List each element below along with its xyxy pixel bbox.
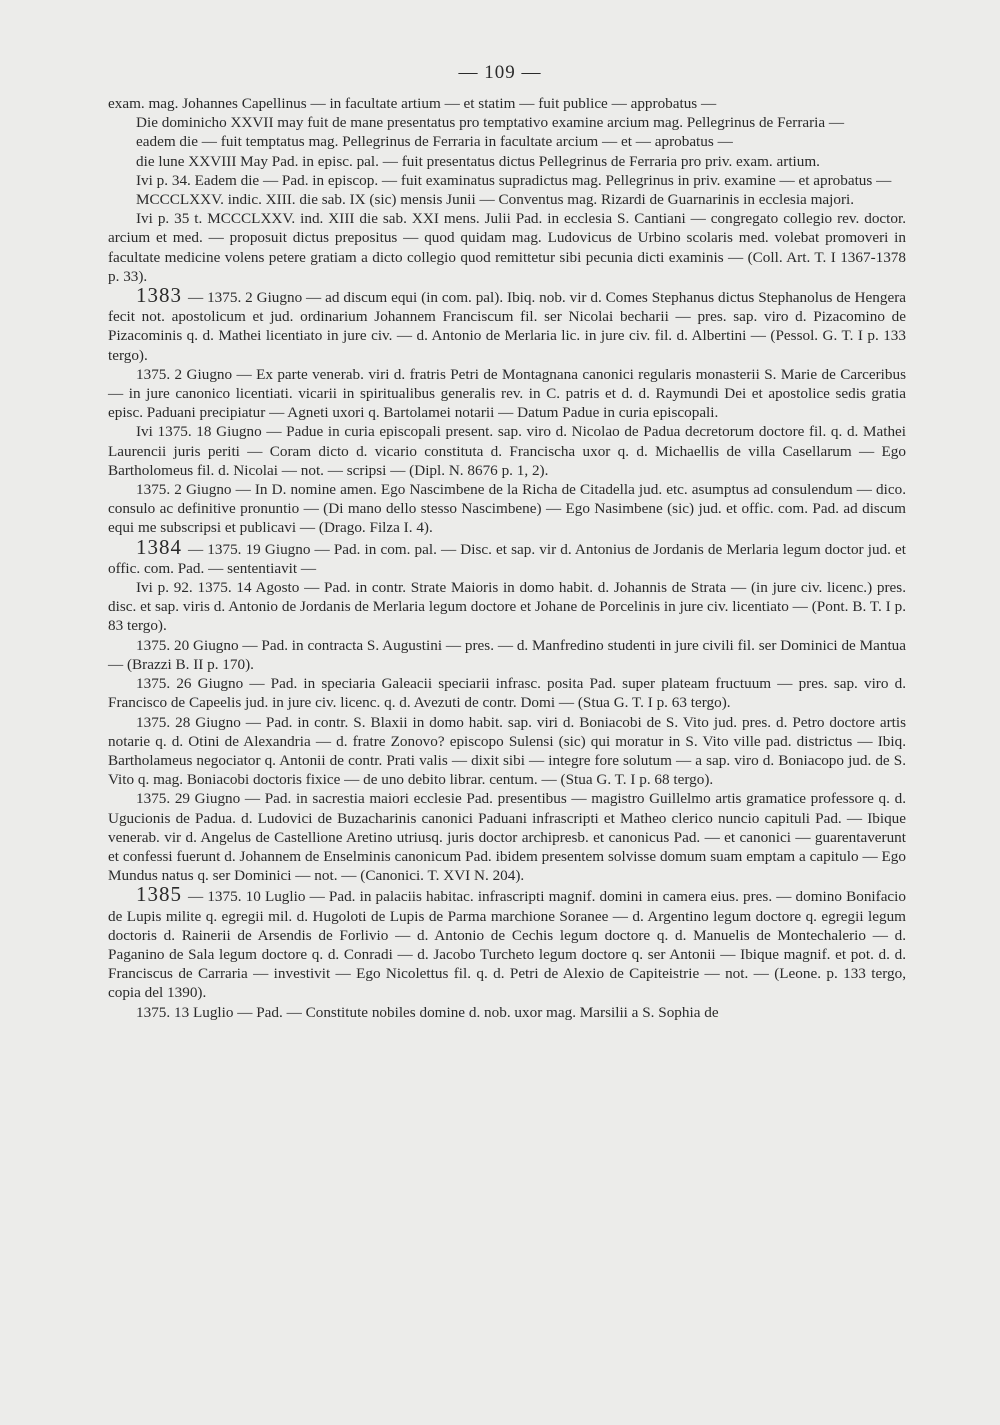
page-number: — 109 — xyxy=(458,62,542,83)
paragraph-text: 1375. 29 Giugno — Pad. in sacrestia maiori ecclesie Pad. presentibus — magistro Guillelmo artis gramatice professore q. d. Ugucionis de Padua. d. Ludovici de Buzacharinis canonici Paduani infrascripti et Matheo clerico nuncio capituli Pad. — Ibique venerab. vir d. Angelus de Castellione Aretino utriusq. juris doctor archipresb. et canonicus Pad. — et canonici — guarentaverunt et confessi fuerunt d. Johannem de Enselminis canonicum Pad. ibidem presentem solvisse domum suam emptam a capitulo — Ego Mundus natus q. ser Dominici — not. — (Canonici. T. XVI N. 204). xyxy=(108,790,906,885)
entry-number: 1383 xyxy=(136,283,182,308)
text-paragraph xyxy=(108,132,906,151)
paragraph-text: 1375. 28 Giugno — Pad. in contr. S. Blaxii in domo habit. sap. viri d. Boniacobi de S. Vito jud. pres. d. Petro doctore artis notarie q. d. Otini de Alexandria — d. fratre Zonovo? episcopo Sulensi (sic) qui moratur in S. Vito ville pad. districtus — Ibiq. Bartholameus negociator q. Antonii de contr. Prati valis — dixit sibi — integre fore solutum — a sap. viro d. Boniacopo jud. de S. Vito q. mag. Boniacobi doctoris fixice — de uno debito librar. centum. — (Stua G. T. I p. 68 tergo). xyxy=(108,713,906,789)
entry-paragraph xyxy=(108,882,906,1002)
entry-number: 1384 xyxy=(136,534,182,559)
text-paragraph xyxy=(108,94,906,113)
paragraph-text: eadem die — fuit temptatus mag. Pellegrinus de Ferraria in facultate arcium — et — aprobatus — xyxy=(136,133,733,151)
text-paragraph xyxy=(108,789,906,885)
text-paragraph xyxy=(108,209,906,286)
paragraph-text: — 1375. 19 Giugno — Pad. in com. pal. — Disc. et sap. vir d. Antonius de Jordanis de Merlaria legum doctor jud. et offic. com. Pad. — sententiavit — xyxy=(108,540,906,577)
text-paragraph xyxy=(108,190,906,209)
paragraph-text: 1375. 2 Giugno — In D. nomine amen. Ego Nascimbene de la Richa de Citadella jud. etc. asumptus ad consulendum — dico. consulo ac definitive pronuntio — (Di mano dello stesso Nascimbene) — Ego Nasimbene (sic) jud. et offic. com. Pad. ad discum equi me subscripsi et publicavi — (Drago. Filza I. 4). xyxy=(108,481,906,537)
entry-paragraph xyxy=(108,283,906,365)
paragraph-text: 1375. 13 Luglio — Pad. — Constitute nobiles domine d. nob. uxor mag. Marsilii a S. Sophia de xyxy=(136,1003,719,1021)
paragraph-text: die lune XXVIII May Pad. in episc. pal. — fuit presentatus dictus Pellegrinus de Ferraria pro priv. exam. artium. xyxy=(136,152,820,170)
paragraph-text: Ivi p. 34. Eadem die — Pad. in episcop. — fuit examinatus supradictus mag. Pellegrinus in priv. examine — et aprobatus — xyxy=(136,171,892,189)
paragraph-text: — 1375. 2 Giugno — ad discum equi (in com. pal). Ibiq. nob. vir d. Comes Stephanus dictus Stephanolus de Hengera fecit not. apostolicum et jud. ordinarium Johannem Franciscum fil. ser Nicolai becharii — pres. sap. viro d. Pizacomino de Pizacominis q. d. Mathei licentiato in jure civ. — d. Antonio de Merlaria lic. in jure civ. fil. d. Albertini — (Pessol. G. T. I p. 133 tergo). xyxy=(108,289,906,364)
paragraph-text: 1375. 26 Giugno — Pad. in speciaria Galeacii speciarii infrasc. posita Pad. super plateam fructuum — pres. sap. viro d. Francisco de Capeelis jud. in jure civ. licenc. q. d. Avezuti de contr. Domi — (Stua G. T. I p. 63 tergo). xyxy=(108,675,906,712)
document-body xyxy=(108,94,906,1022)
paragraph-text: 1375. 2 Giugno — Ex parte venerab. viri d. fratris Petri de Montagnana canonici regularis monasterii S. Marie de Carceribus — in jure canonico licentiati. vicarii in spiritualibus generalis rev. in C. patris et d. d. Raymundi Dei et apostolice sedis gratia episc. Paduani precipiatur — Agneti uxori q. Bartolamei notarii — Datum Padue in curia episcopali. xyxy=(108,365,906,422)
text-paragraph xyxy=(108,713,906,790)
paragraph-text: exam. mag. Johannes Capellinus — in facultate artium — et statim — fuit publice — approbatus — xyxy=(108,95,717,112)
text-paragraph xyxy=(108,636,906,674)
text-paragraph xyxy=(108,171,906,190)
paragraph-text: Ivi p. 35 t. MCCCLXXV. ind. XIII die sab. XXI mens. Julii Pad. in ecclesia S. Cantiani — congregato collegio rev. doctor. arcium et med. — proposuit dictus prepositus — quod quidam mag. Ludovicus de Urbino scolaris med. volebat promoveri in facultate medicine volens petere gratiam a dicto collegio quod remittetur sibi pecunia dicti examinis — (Coll. Art. T. I 1367-1378 p. 33). xyxy=(108,210,906,285)
paragraph-text: MCCCLXXV. indic. XIII. die sab. IX (sic) mensis Junii — Conventus mag. Rizardi de Guarnarinis in ecclesia majori. xyxy=(136,191,855,209)
paragraph-text: Die dominicho XXVII may fuit de mane presentatus pro temptativo examine arcium mag. Pellegrinus de Ferraria — xyxy=(136,114,845,132)
paragraph-text: Ivi 1375. 18 Giugno — Padue in curia episcopali present. sap. viro d. Nicolao de Padua decretorum doctore fil. q. d. Mathei Laurencii juris periti — Coram dicto d. vicario constituta d. Francischa uxor q. d. Michaellis de villa Casellarum — Ego Bartholomeus fil. d. Nicolai — not. — scripsi — (Dipl. N. 8676 p. 1, 2). xyxy=(108,423,906,479)
paragraph-text: 1375. 20 Giugno — Pad. in contracta S. Augustini — pres. — d. Manfredino studenti in jure civili fil. ser Dominici de Mantua — (Brazzi B. II p. 170). xyxy=(108,636,906,673)
text-paragraph xyxy=(108,365,906,423)
paragraph-text: — 1375. 10 Luglio — Pad. in palaciis habitac. infrascripti magnif. domini in camera eius. pres. — domino Bonifacio de Lupis milite q. egregii mil. d. Hugoloti de Lupis de Parma marchione Soranee — d. Argentino legum doctore q. egregii legum doctoris d. Rainerii de Arsendis de Forlivio — d. Antonio de Cechis legum doctore q. d. Manuelis de Montechalerio — d. Paganino de Sala legum doctore q. d. Conradi — d. Jacobo Turcheto legum doctore q. ser Antonii — Ibique magnif. et pot. d. d. Franciscus de Carraria — investivit — Ego Nicolettus fil. q. d. Petri de Alexio de Capiteistrie — not. — (Leone. p. 133 tergo, copia del 1390). xyxy=(108,888,906,1002)
text-paragraph xyxy=(108,422,906,480)
text-paragraph xyxy=(108,152,906,171)
entry-number: 1385 xyxy=(136,882,182,907)
paragraph-text: Ivi p. 92. 1375. 14 Agosto — Pad. in contr. Strate Maioris in domo habit. d. Johannis de Strata — (in jure civ. licenc.) pres. disc. et sap. viris d. Antonio de Jordanis de Merlaria legum doctore et Johane de Porcelinis in jure civ. licentiato — (Pont. B. T. I p. 83 tergo). xyxy=(108,579,906,635)
text-paragraph xyxy=(108,480,906,538)
text-paragraph xyxy=(108,674,906,712)
text-paragraph xyxy=(108,1003,906,1022)
entry-paragraph xyxy=(108,534,906,578)
text-paragraph xyxy=(108,113,906,132)
text-paragraph xyxy=(108,578,906,636)
